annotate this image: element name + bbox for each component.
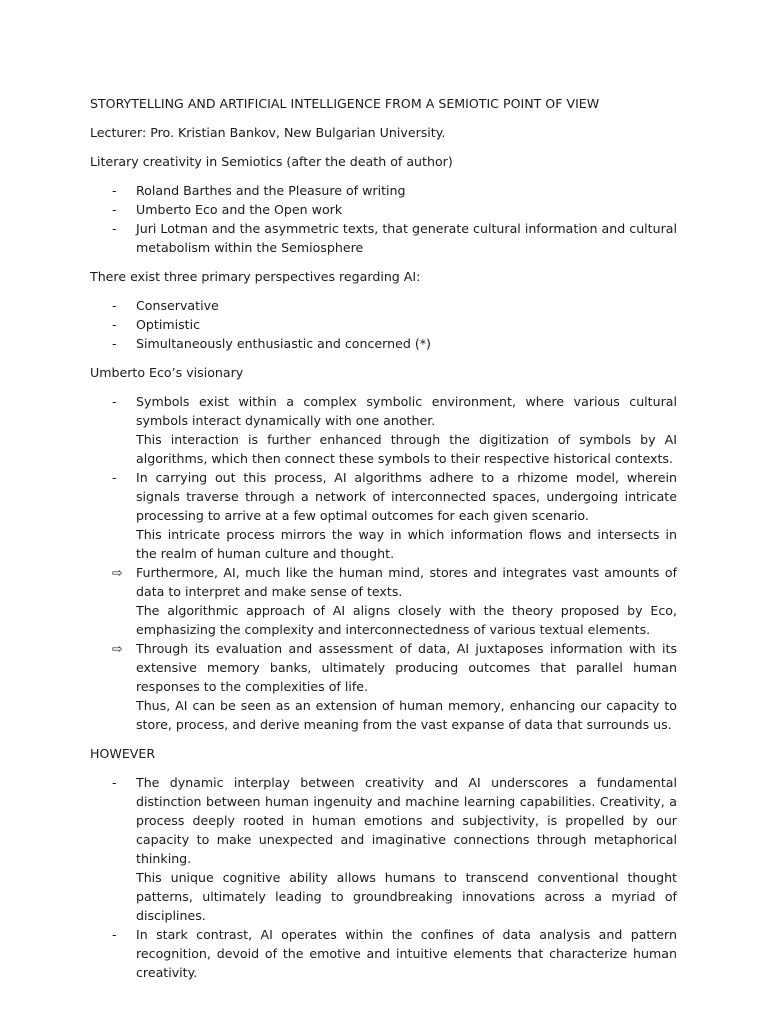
list-item-text: Roland Barthes and the Pleasure of writing bbox=[136, 183, 406, 198]
dash-bullet-icon: - bbox=[112, 221, 117, 236]
list-item-text: Conservative bbox=[136, 298, 219, 313]
list-ai-perspectives bbox=[90, 296, 677, 353]
dash-bullet-icon: - bbox=[112, 202, 117, 217]
dash-bullet-icon: - bbox=[112, 394, 117, 409]
list-item-text: Thus, AI can be seen as an extension of human memory, enhancing our capacity to store, process, and derive meaning from the vast expanse of data that surrounds us. bbox=[136, 698, 677, 732]
list-however bbox=[90, 773, 677, 982]
dash-bullet-icon: - bbox=[112, 470, 117, 485]
list-eco-visionary bbox=[90, 392, 677, 734]
dash-bullet-icon: - bbox=[112, 317, 117, 332]
list-item bbox=[90, 296, 677, 315]
list-item-text: Through its evaluation and assessment of data, AI juxtaposes information with its extensive memory banks, ultimately producing outcomes that parallel human responses to the complexities of life. bbox=[136, 641, 677, 694]
list-item-text: Optimistic bbox=[136, 317, 201, 332]
list-item-text: Furthermore, AI, much like the human mind, stores and integrates vast amounts of data to interpret and make sense of texts. bbox=[136, 565, 677, 599]
list-item-text: Juri Lotman and the asymmetric texts, that generate cultural information and cultural metabolism within the Semiosphere bbox=[136, 221, 677, 255]
section-heading-however: HOWEVER bbox=[90, 746, 156, 761]
dash-bullet-icon: - bbox=[112, 336, 117, 351]
list-item bbox=[90, 392, 677, 468]
document-title: STORYTELLING AND ARTIFICIAL INTELLIGENCE FROM A SEMIOTIC POINT OF VIEW bbox=[90, 96, 600, 111]
list-item-text: This intricate process mirrors the way in which information flows and intersects in the realm of human culture and thought. bbox=[136, 527, 677, 561]
list-item bbox=[90, 563, 677, 639]
section-heading-literary-creativity: Literary creativity in Semiotics (after the death of author) bbox=[90, 154, 453, 169]
list-item-text: Simultaneously enthusiastic and concerned (*) bbox=[136, 336, 431, 351]
list-item bbox=[90, 468, 677, 563]
dash-bullet-icon: - bbox=[112, 927, 117, 942]
list-item-text: The algorithmic approach of AI aligns closely with the theory proposed by Eco, emphasizing the complexity and interconnectedness of various textual elements. bbox=[136, 603, 677, 637]
arrow-bullet-icon: ⇨ bbox=[112, 641, 123, 656]
list-item bbox=[90, 315, 677, 334]
list-item-text: In carrying out this process, AI algorithms adhere to a rhizome model, wherein signals traverse through a network of interconnected spaces, undergoing intricate processing to arrive at a few optimal outcomes for each given scenario. bbox=[136, 470, 677, 523]
list-item bbox=[90, 334, 677, 353]
list-item-text: Symbols exist within a complex symbolic environment, where various cultural symbols interact dynamically with one another. bbox=[136, 394, 677, 428]
section-heading-ai-perspectives: There exist three primary perspectives regarding AI: bbox=[90, 269, 421, 284]
section-heading-eco-visionary: Umberto Eco’s visionary bbox=[90, 365, 244, 380]
list-item-text: In stark contrast, AI operates within the confines of data analysis and pattern recognition, devoid of the emotive and intuitive elements that characterize human creativity. bbox=[136, 927, 677, 980]
document-page bbox=[90, 94, 677, 992]
list-literary-creativity bbox=[90, 181, 677, 257]
list-item bbox=[90, 925, 677, 982]
list-item bbox=[90, 219, 677, 257]
list-item bbox=[90, 773, 677, 925]
list-item bbox=[90, 181, 677, 200]
list-item bbox=[90, 639, 677, 734]
list-item-text: The dynamic interplay between creativity and AI underscores a fundamental distinction between human ingenuity and machine learning capabilities. Creativity, a process deeply rooted in human emotions and subjectivity, is propelled by our capacity to make unexpected and imaginative connections through metaphorical thinking. bbox=[136, 775, 677, 866]
arrow-bullet-icon: ⇨ bbox=[112, 565, 123, 580]
list-item-text: This interaction is further enhanced through the digitization of symbols by AI algorithms, which then connect these symbols to their respective historical contexts. bbox=[136, 432, 677, 466]
list-item-text: Umberto Eco and the Open work bbox=[136, 202, 343, 217]
list-item bbox=[90, 200, 677, 219]
lecturer-line: Lecturer: Pro. Kristian Bankov, New Bulgarian University. bbox=[90, 125, 446, 140]
dash-bullet-icon: - bbox=[112, 775, 117, 790]
dash-bullet-icon: - bbox=[112, 298, 117, 313]
dash-bullet-icon: - bbox=[112, 183, 117, 198]
list-item-text: This unique cognitive ability allows humans to transcend conventional thought patterns, ultimately leading to groundbreaking innovations across a myriad of disciplines. bbox=[136, 870, 677, 923]
